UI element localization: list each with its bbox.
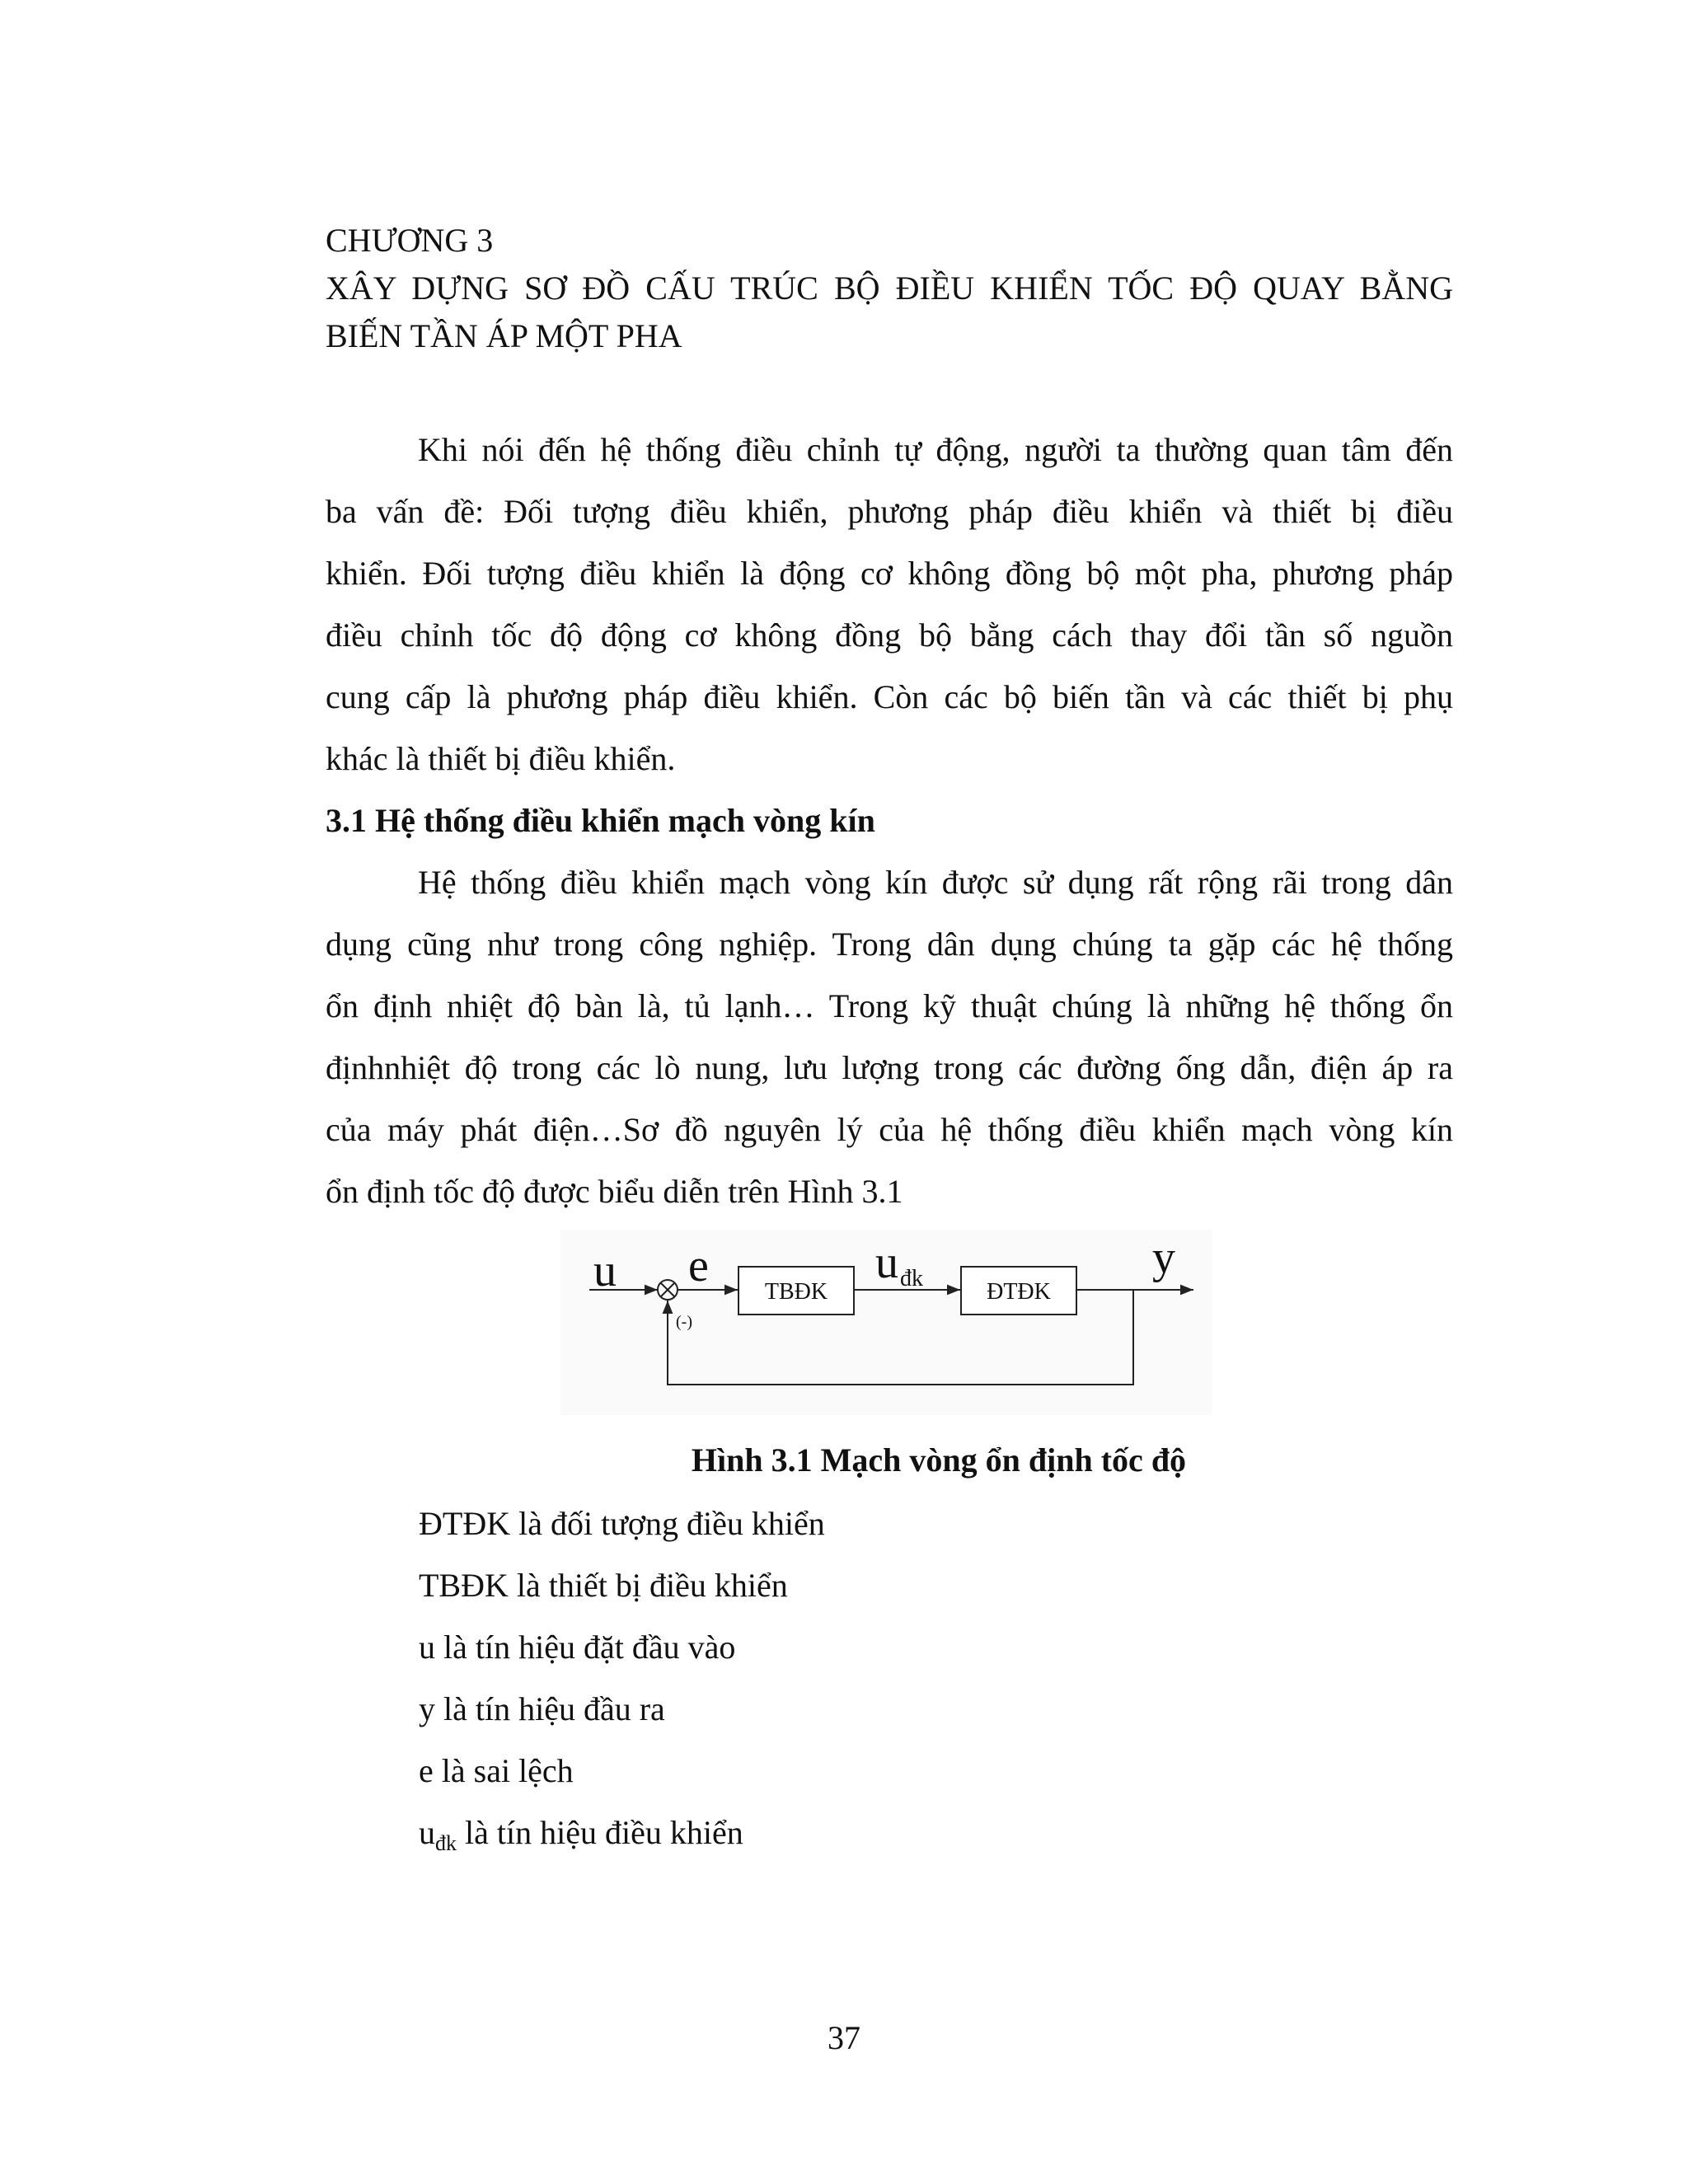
definition-item-control-signal	[419, 1816, 743, 1854]
page-number: 37	[828, 2019, 860, 2056]
output-label: y	[1152, 1232, 1175, 1283]
chapter-title-line-1: XÂY DỰNG SƠ ĐỒ CẤU TRÚC BỘ ĐIỀU KHIỂN TỐC ĐỘ QUAY BẰNG	[326, 269, 1453, 307]
block-tbdk-label: TBĐK	[764, 1279, 828, 1305]
definition-item: y là tín hiệu đầu ra	[419, 1690, 665, 1727]
intro-line: điều chỉnh tốc độ động cơ không đồng bộ bằng cách thay đổi tần số nguồn	[326, 616, 1453, 654]
control-signal-subscript: đk	[435, 1831, 457, 1855]
closed-loop-block-diagram	[560, 1230, 1212, 1415]
figure-caption-text: Hình 3.1 Mạch vòng ổn định tốc độ	[691, 1441, 1187, 1479]
definition-item: TBĐK là thiết bị điều khiển	[419, 1567, 788, 1604]
chapter-title-line-2: BIẾN TẦN ÁP MỘT PHA	[326, 317, 682, 354]
intro-line: khác là thiết bị điều khiển.	[326, 740, 676, 777]
section-line: dụng cũng như trong công nghiệp. Trong dân dụng chúng ta gặp các hệ thống	[326, 926, 1453, 963]
control-label: u	[875, 1237, 898, 1288]
control-signal-symbol: u	[419, 1814, 435, 1851]
control-signal-description: là tín hiệu điều khiển	[457, 1814, 743, 1851]
section-line: địnhnhiệt độ trong các lò nung, lưu lượng trong các đường ống dẫn, điện áp ra	[326, 1049, 1453, 1086]
definition-item: ĐTĐK là đối tượng điều khiển	[419, 1505, 825, 1542]
section-line: Hệ thống điều khiển mạch vòng kín được sử dụng rất rộng rãi trong dân	[418, 864, 1453, 901]
definition-item: u là tín hiệu đặt đầu vào	[419, 1629, 736, 1666]
chapter-label: CHƯƠNG 3	[326, 222, 494, 259]
intro-line: cung cấp là phương pháp điều khiển. Còn các bộ biến tần và các thiết bị phụ	[326, 678, 1453, 715]
error-label: e	[688, 1240, 709, 1291]
control-label-subscript: đk	[900, 1266, 923, 1291]
intro-line: ba vấn đề: Đối tượng điều khiển, phương pháp điều khiển và thiết bị điều	[326, 493, 1453, 530]
section-line: của máy phát điện…Sơ đồ nguyên lý của hệ thống điều khiển mạch vòng kín	[326, 1111, 1453, 1148]
intro-line: Khi nói đến hệ thống điều chỉnh tự động, người ta thường quan tâm đến	[418, 431, 1453, 468]
figure-caption	[0, 1441, 1688, 1479]
block-dtdk-label: ĐTĐK	[987, 1279, 1051, 1305]
input-label: u	[593, 1245, 617, 1296]
feedback-sign: (-)	[676, 1313, 692, 1331]
section-heading: 3.1 Hệ thống điều khiển mạch vòng kín	[326, 802, 875, 839]
section-line: ổn định tốc độ được biểu diễn trên Hình 3.1	[326, 1173, 903, 1210]
definition-item: e là sai lệch	[419, 1752, 574, 1789]
intro-line: khiển. Đối tượng điều khiển là động cơ không đồng bộ một pha, phương pháp	[326, 555, 1453, 592]
section-line: ổn định nhiệt độ bàn là, tủ lạnh… Trong kỹ thuật chúng là những hệ thống ổn	[326, 987, 1453, 1024]
